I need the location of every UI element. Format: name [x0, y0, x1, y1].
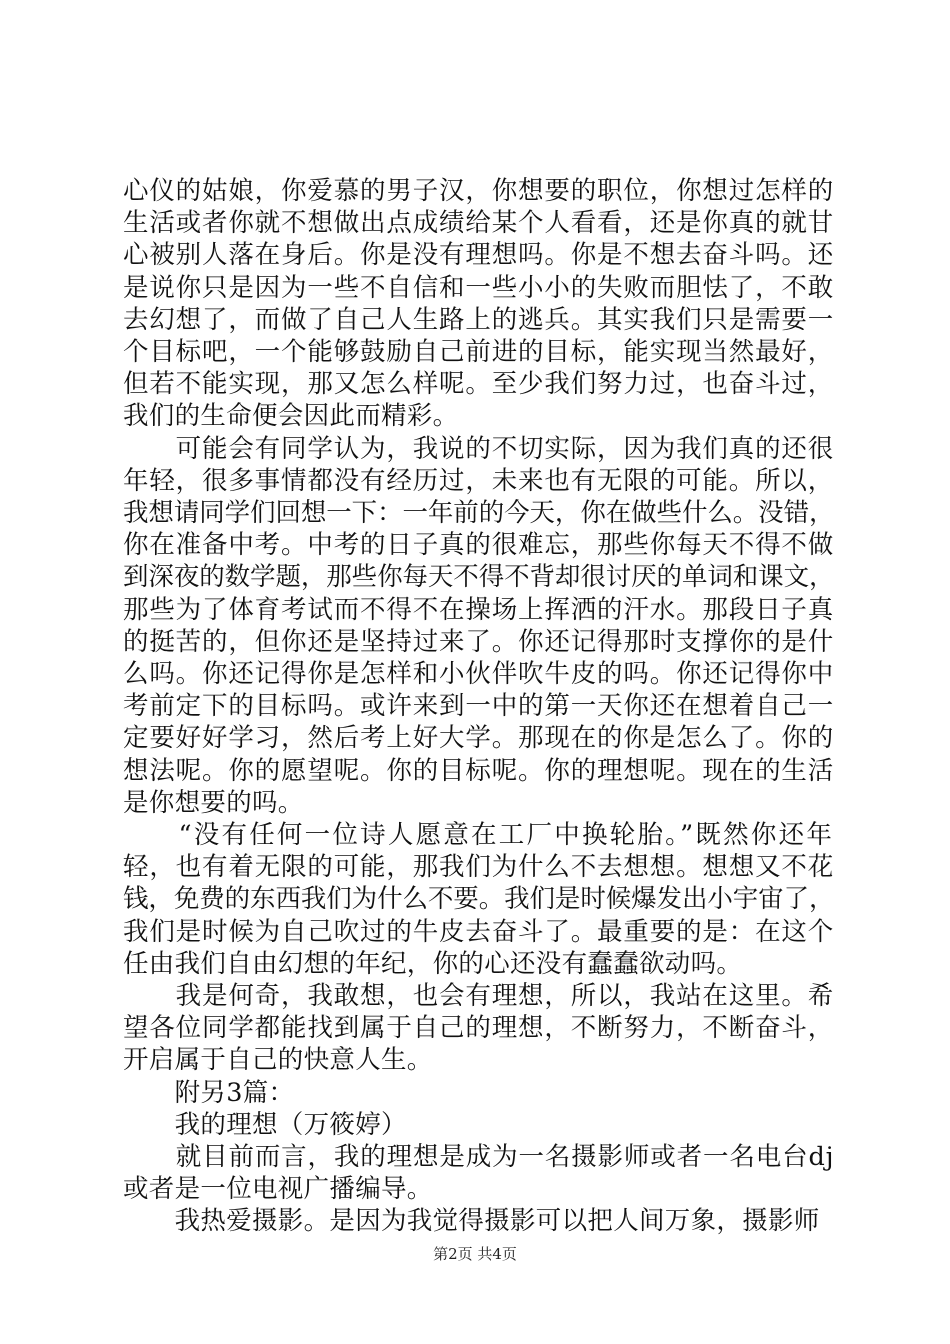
text-line: 我热爱摄影。是因为我觉得摄影可以把人间万象，摄影师 [123, 1206, 820, 1237]
text-line: 那些为了体育考试而不得不在操场上挥洒的汗水。那段日子真 [123, 594, 835, 625]
text-line: 你在准备中考。中考的日子真的很难忘，那些你每天不得不做 [123, 530, 835, 561]
text-line: 个目标吧，一个能够鼓励自己前进的目标，能实现当然最好， [123, 337, 835, 367]
text-line: 生活或者你就不想做出点成绩给某个人看看，还是你真的就甘 [123, 208, 835, 239]
text-line: 定要好好学习，然后考上好大学。那现在的你是怎么了。你的 [123, 723, 835, 754]
text-line: 轻，也有着无限的可能，那我们为什么不去想想。想想又不花 [123, 852, 835, 883]
text-line: 是说你只是因为一些不自信和一些小小的失败而胆怯了，不敢 [123, 272, 835, 303]
text-line: 年轻，很多事情都没有经历过，未来也有无限的可能。所以， [123, 465, 835, 496]
text-line: 但若不能实现，那又怎么样呢。至少我们努力过，也奋斗过， [123, 369, 835, 400]
text-line: 开启属于自己的快意人生。 [123, 1045, 433, 1076]
text-line: 钱，免费的东西我们为什么不要。我们是时候爆发出小宇宙了， [123, 884, 835, 915]
page-footer: 第2页 共4页 [433, 1245, 517, 1263]
text-line: 我们是时候为自己吹过的牛皮去奋斗了。最重要的是：在这个 [123, 916, 835, 947]
text-line: “没有任何一位诗人愿意在工厂中换轮胎。”既然你还年 [123, 820, 835, 850]
text-line: 考前定下的目标吗。或许来到一中的第一天你还在想着自己一 [123, 691, 835, 722]
text-line: 我是何奇，我敢想，也会有理想，所以，我站在这里。希 [123, 981, 835, 1011]
text-line: 附另3篇： [123, 1077, 295, 1108]
text-line: 去幻想了，而做了自己人生路上的逃兵。其实我们只是需要一 [123, 304, 835, 335]
text-line: 或者是一位电视广播编导。 [123, 1174, 433, 1205]
text-line: 么吗。你还记得你是怎样和小伙伴吹牛皮的吗。你还记得你中 [123, 659, 835, 689]
text-line: 任由我们自由幻想的年纪，你的心还没有蠢蠢欲动吗。 [123, 948, 743, 979]
text-line: 到深夜的数学题，那些你每天不得不背却很讨厌的单词和课文， [123, 562, 835, 593]
text-line: 就目前而言，我的理想是成为一名摄影师或者一名电台dj [123, 1142, 835, 1172]
text-line: 心被别人落在身后。你是没有理想吗。你是不想去奋斗吗。还 [123, 240, 835, 271]
text-line: 的挺苦的，但你还是坚持过来了。你还记得那时支撑你的是什 [123, 626, 835, 657]
text-line: 我们的生命便会因此而精彩。 [123, 401, 459, 432]
text-line: 我的理想（万筱婷） [123, 1109, 407, 1140]
text-line: 我想请同学们回想一下：一年前的今天，你在做些什么。没错， [123, 498, 835, 528]
text-line: 是你想要的吗。 [123, 787, 304, 818]
text-line: 可能会有同学认为，我说的不切实际，因为我们真的还很 [123, 433, 835, 464]
text-line: 望各位同学都能找到属于自己的理想，不断努力，不断奋斗， [123, 1013, 835, 1044]
text-line: 心仪的姑娘，你爱慕的男子汉，你想要的职位，你想过怎样的 [123, 176, 835, 206]
text-line: 想法呢。你的愿望呢。你的目标呢。你的理想呢。现在的生活 [123, 755, 835, 786]
